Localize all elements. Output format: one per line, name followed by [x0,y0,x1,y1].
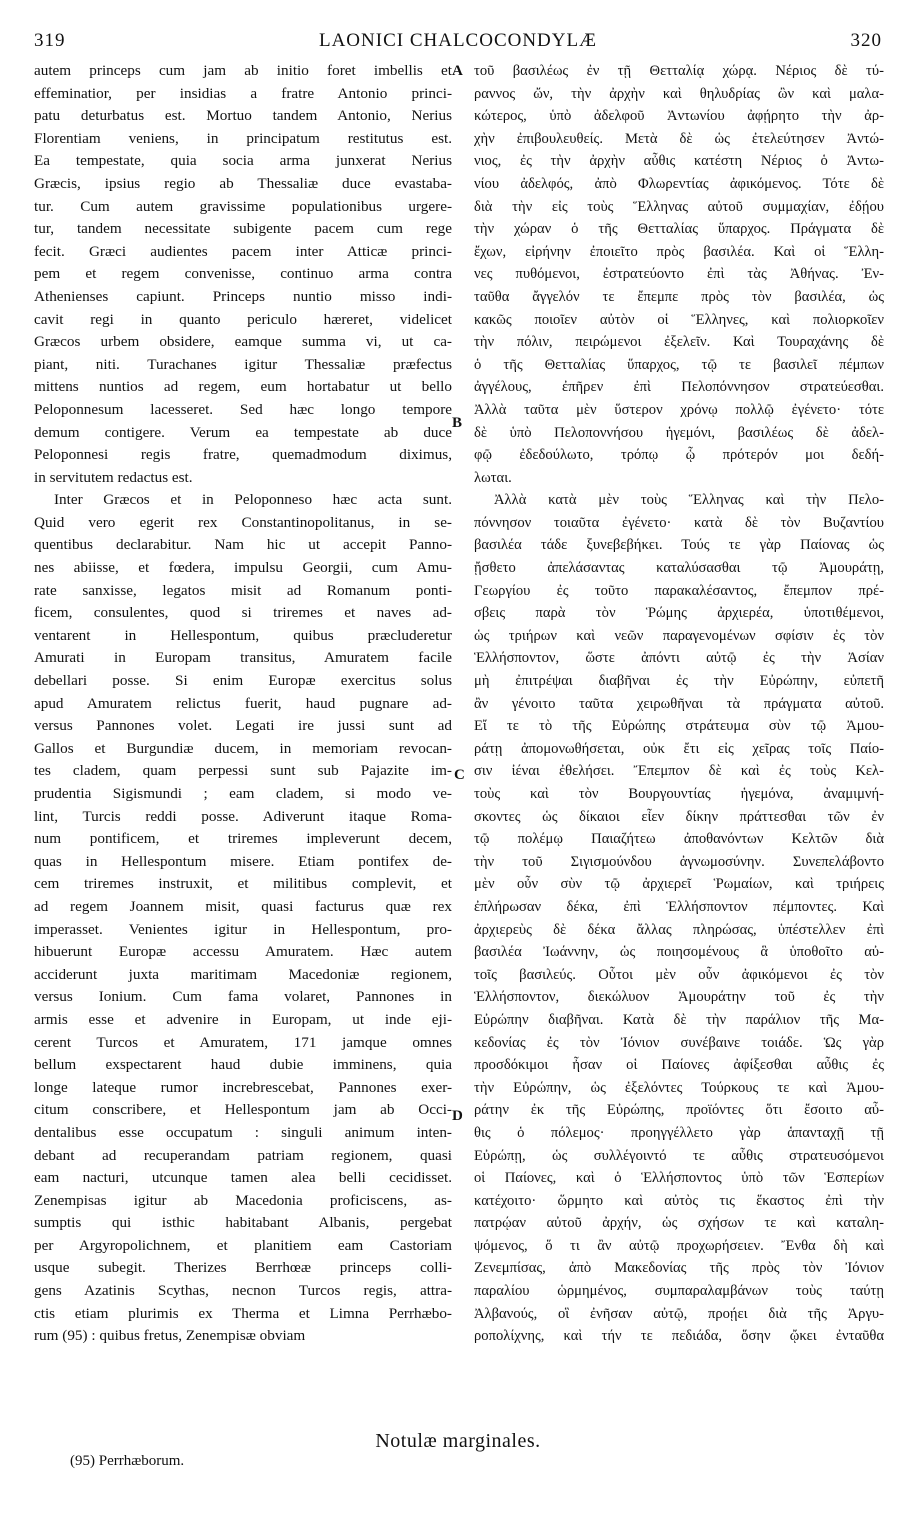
text-line: Florentiam veniens, in principatum restitutus est. [34,129,452,147]
text-line: μὴ ἐπιτρέψαι διαβῆναι ἐς τὴν Εὐρώπην, εὐπετῆ [474,673,884,690]
text-line: mittens nuntios ad regem, eum hortabatur ut bello [34,378,452,396]
text-line: sumptis qui isthic habitabant Albanis, pergebat [34,1214,452,1232]
text-line: κατέχοιτο· ὥρμητο καὶ αὐτὸς τις ἕκαστος ἐπὶ τὴν [474,1192,884,1209]
text-line: Ἀλβανούς, οἳ ἐνῆσαν αὐτῷ, προῄει διὰ τῆς Ἀργυ- [474,1305,884,1322]
section-marker-d: D [452,1108,463,1124]
text-line: nes abiisse, et fœdera, impulsu Georgii, cum Amu- [34,559,452,577]
text-line: bellum exspectarent haud dubie imminens, quia [34,1056,452,1074]
text-line: rum (95) : quibus fretus, Zenempisæ obviam [34,1327,306,1345]
text-line: Εὐρώπῃ, ὡς συλλέγοιντό τε αὖθις στρατευσόμενοι [474,1147,884,1164]
text-line: τὴν Εὐρώπην, ὡς ἐξελόντες Τούρκους τε καὶ Ἀμου- [474,1079,884,1096]
text-line: quentibus declarabitur. Nam hic ut accepit Panno- [34,536,452,554]
text-line: eam nacturi, utcunque tamen alea belli cecidisset. [34,1169,452,1187]
marginal-notes-title: Notulæ marginales. [375,1430,541,1452]
text-line: βασιλέα τάδε ξυνεβεβήκει. Τούς τε γὰρ Παίονας ὡς [474,537,884,554]
text-line: cerent Turcos et Amuratem, 171 jamque omnes [34,1033,452,1051]
text-line: τὴν χώραν ὁ τῆς Θετταλίας ὕπαρχος. Πράγματα δὲ [474,221,884,238]
text-line: demum contigere. Verum ea tempestate ab duce [34,423,452,441]
text-line: τοῖς βασιλεύς. Οὗτοι μὲν οὖν ἀφικόμενοι ἐς τὸν [474,966,884,983]
text-line: Græcis, ipsius regio ab Thessaliæ duce evastaba- [34,174,452,192]
text-line: τῷ πολέμῳ Παιαζήτεω ἀποθανόντων Κελτῶν διὰ [474,831,884,848]
text-line: τὴν πόλιν, πειρώμενοι ἐξελεῖν. Καὶ Τουραχάνης δὲ [474,334,884,351]
text-line: Εὐρώπην διαβῆναι. Κατὰ δὲ τὴν παράλιον τῆς Μα- [474,1011,884,1028]
text-line: ὁ τῆς Θετταλίας ὕπαρχος, τῷ τε βασιλεῖ πέμπων [474,356,884,373]
text-line: ράτην ἐκ τῆς Εὐρώπης, προϊόντες ὅτι ἔσοιτο αὖ- [474,1102,884,1119]
text-line: debellari posse. Si enim Europæ exercitus solus [34,672,452,690]
text-line: Athenienses capiunt. Princeps nuntio misso indi- [34,287,452,305]
text-line: versus Ionium. Cum fama volaret, Pannones in [34,988,452,1006]
text-line: ᾔσθετο ἀπελάσαντας καταλύσασθαι τῷ Ἀμουράτῃ, [474,560,884,577]
text-line: σιν ἰέναι ἐθελήσει. Ἔπεμπον δὲ καὶ ἐς τοὺς Κελ- [474,763,884,780]
text-line: gens Azatinis Scythas, necnon Turcos regis, attra- [34,1282,452,1300]
text-line: Ἀλλὰ ταῦτα μὲν ὕστερον χρόνῳ πολλῷ ἐγένετο· τότε [474,401,884,418]
text-line: ταῦθα ἄγγελόν τε ἔπεμπε πρὸς τὸν βασιλέα, ὡς [474,288,884,305]
text-line: autem princeps cum jam ab initio foret imbellis et [34,62,452,79]
text-line: ἀρχιερεὺς δὲ δέκα ἄλλας πληρώσας, ὑπέστελλεν ἐπὶ [474,921,884,938]
text-line: προσδόκιμοι ἦσαν οἱ Παίονες ἀφίξεσθαι αὖθις ἐς [474,1057,884,1074]
text-line: ροπολίχνης, καὶ τήν τε πεδιάδα, ὅσην ᾤκει ἐνταῦθα [474,1328,884,1345]
text-line: ψόμενος, ὅ τι ἂν αὐτῷ προχωρήσειεν. Ἔνθα δὴ καὶ [474,1237,884,1254]
text-line: dentalibus esse occupatum : singuli animum inten- [34,1123,452,1141]
text-line: prudentia Sigismundi ; eam cladem, si modo ve- [34,785,452,802]
text-line: παραλίου ὡρμημένος, συμπαραλαμβάνων τοὺς ταύτῃ [474,1283,884,1300]
text-line: ἀγγέλους, ἐπῆρεν ἐπὶ Πελοπόννησον στρατεύεσθαι. [474,379,884,396]
text-line: cavit regi in quanto periculo hæreret, videlicet [34,310,452,328]
text-line: num pontificem, et triremes impleverunt decem, [34,830,452,848]
text-line: ficem, consulentes, quod si triremes et naves ad- [34,604,452,622]
text-line: piant, niti. Turachanes igitur Thessaliæ præfectus [34,355,452,373]
text-line: longe lateque rumor increbrescebat, Pannones exer- [34,1078,452,1096]
text-line: δὲ ὑπὸ Πελοποννήσου ἡγεμόνι, βασιλέως δὲ ἀδελ- [474,424,884,441]
text-line: acciderunt juxta maritimam Macedoniæ regionem, [34,965,452,983]
text-line: θις ὁ πόλεμος· προηγγέλλετο γὰρ ἁπανταχῇ τῇ [474,1124,884,1141]
greek-column [474,60,884,1440]
text-line: ἔχων, εἰρήνην ἐποιεῖτο πρὸς βασιλέα. Καὶ οἱ Ἕλλη- [474,243,884,260]
section-marker-a: A [452,63,463,79]
text-line: ἂν γένοιτο ταῦτα χειρωθῆναι τὰ πράγματα αὐτοῦ. [474,695,884,712]
section-marker-c: C [454,767,465,783]
text-line: citum conscribere, et Hellespontum jam ab Occi- [34,1101,452,1119]
text-line: μὲν οὖν σὺν τῷ ἀρχιερεῖ Ῥωμαίων, καὶ τριήρεις [474,876,884,893]
text-line: tes cladem, quam perpessi sunt sub Pajazite im- [34,762,452,780]
text-line: νες πυθόμενοι, ἐστρατεύοντο ἐπὶ τὰς Ἀθήνας. Ἐν- [474,266,884,283]
text-line: tur. Cum autem gravissime populationibus urgere- [34,197,452,215]
text-line: ventarent in Hellespontum, quibus præcluderetur [34,626,452,644]
text-line: patu deturbatus est. Mortuo tandem Antonio, Nerius [34,107,452,125]
text-line: Peloponnesum lacesseret. Sed hæc longo tempore [34,400,452,418]
text-line: per Argyropolichnem, et planitiem eam Castoriam [34,1236,452,1254]
text-line: Peloponnesi regis fratre, quemadmodum diximus, [34,446,452,464]
text-line: Quid vero egerit rex Constantinopolitanus, in se- [34,513,452,531]
text-line: Gallos et Burgundiæ ducem, in memoriam revocan- [34,739,452,757]
text-line: quas in Hellespontum misere. Etiam pontifex de- [34,852,452,870]
text-line: σβεις παρὰ τὸν Ῥώμης ἀρχιερέα, ὑποτιθέμενοι, [474,605,884,622]
text-line: ραννος ὤν, τὴν ἀρχὴν καὶ θηλυδρίας ὢν καὶ μαλα- [474,85,884,102]
text-line: hibuerunt Europæ accessu Amuratem. Hæc autem [34,943,452,961]
footnote: (95) Perrhæborum. [70,1453,185,1469]
text-line: armis esse et advenire in Europam, ut inde eji- [34,1010,452,1028]
text-line: βασιλέα Ἰωάννην, ὡς ποιησομένους ἃ ὑποθοῖτο αὐ- [474,944,884,961]
text-line: τοῦ βασιλέως ἐν τῇ Θετταλίᾳ χώρᾳ. Νέριος δὲ τύ- [474,63,884,79]
text-line: Ea tempestate, quia socia arma junxerat Nerius [34,152,452,170]
text-line: φῷ ἐδεδούλωτο, τρόπῳ ᾧ πρότερόν μοι δεδή- [474,447,884,464]
text-line: σκοντες ὡς δίκαιοι εἶεν δίκην πράττεσθαι τῶν ἐν [474,808,884,825]
text-line: Zenempisas igitur ab Macedonia proficiscens, as- [34,1191,452,1209]
text-line: οἱ Παίονες, καὶ ὁ Ἑλλήσποντος ὑπὸ τῶν Ἑσπερίων [474,1170,884,1187]
text-line: λωται. [474,469,512,486]
text-line: imperasset. Venientes igitur in Hellespontum, pro- [34,920,452,938]
text-line: κακῶς ποιοῖεν αὐτὸν οἱ Ἕλληνες, καὶ πολιορκοῖεν [474,311,884,328]
text-line: fecit. Græci audientes pacem inter Atticæ princi- [34,242,452,260]
text-line: κώτερος, ὑπὸ ἀδελφοῦ Ἀντωνίου ἀφῄρητο τὴν ἀρ- [474,108,884,125]
text-line: cem triremes instruxit, et militibus complevit, et [34,875,452,893]
page-number-left: 319 [34,30,66,51]
text-line: versus Pannones volet. Legati ire jussi sunt ad [34,717,452,735]
text-line: ράτῃ ἀπομονωθήσεται, οὐκ ἔτι εἰς χεῖρας τοῖς Παίο- [474,740,884,757]
text-line: ἐπλήρωσαν δέκα, ἐπὶ Ἑλλήσποντον πέμποντες. Καὶ [474,898,884,915]
text-line: πόννησον τοιαῦτα ἐγένετο· κατὰ δὲ τὸν Βυζαντίου [474,514,884,531]
text-line: ὡς τριήρων καὶ νεῶν παραγενομένων σφίσιν ἐς τὸν [474,627,884,644]
text-line: Εἴ τε τὸ τῆς Εὐρώπης στράτευμα σὺν τῷ Ἀμου- [474,718,884,735]
section-marker-b: B [452,415,463,431]
text-line: νιος, ἐς τὴν ἀρχὴν αὖθις κατέστη Νέριος ὁ Ἀντω- [474,153,884,170]
text-line: Græcos urbem obsidere, eamque summa vi, ut ca- [34,333,452,351]
text-line: Amurati in Europam transitus, Amuratem facile [34,649,452,667]
text-line: Ἑλλήσποντον, διεκώλυον Ἀμουράτην τοῦ ἐς τὴν [474,989,884,1006]
text-line: Γεωργίου ἐς τοῦτο παρακαλέσαντος, ἔπεμπον πρέ- [474,582,884,599]
text-line: διὰ τὴν εἰς τοὺς Ἕλληνας αὐτοῦ συμμαχίαν, ἐδῄου [474,198,884,215]
page-number-right: 320 [850,30,882,51]
text-line: in servitutem redactus est. [34,468,193,486]
text-line: πατρῴαν αὐτοῦ ἀρχήν, ὡς σχήσων τε καὶ καταλη- [474,1215,884,1232]
text-line: τὴν τοῦ Σιγισμούνδου ἀγνωμοσύνην. Συνεπελάβοντο [474,853,884,870]
text-line: usque subegit. Therizes Berrhœæ princeps colli- [34,1259,452,1277]
text-line: ctis etiam plurimis ex Therma et Limna Perrhæbo- [34,1304,452,1322]
running-title: LAONICI CHALCOCONDYLÆ [318,30,598,51]
text-line: apud Amuratem relictus fuerit, haud pugnare ad- [34,694,452,712]
text-line: effeminatior, per insidias a fratre Antonio princi- [34,84,452,102]
text-line: Ἑλλήσποντον, ὥστε ἀπόντι αὐτῷ ἐς τὴν Ἀσίαν [474,650,884,667]
text-line: Ζενεμπίσας, ἀπὸ Μακεδονίας τῆς πρὸς τὸν Ἰόνιον [474,1260,884,1277]
text-line: κεδονίας ἐς τὸν Ἰόνιον συνέβαινε τοιάδε. Ὡς γὰρ [474,1034,884,1051]
text-line: ad regem Joannem misit, quasi facturus quæ rex [34,897,452,915]
text-line: νίου ἀδελφός, ἀπὸ Φλωρεντίας ἀφικόμενος. Τότε δὲ [474,175,884,192]
latin-column [34,60,452,1440]
text-line: Ἀλλὰ κατὰ μὲν τοὺς Ἕλληνας καὶ τὴν Πελο- [494,492,884,509]
text-line: tur, tandem necessitate subigente pacem cum rege [34,220,452,238]
text-line: τοὺς καὶ τὸν Βουργουντίας ἡγεμόνα, ἀναμιμνή- [474,786,884,802]
text-line: Inter Græcos et in Peloponneso hæc acta sunt. [54,491,452,509]
text-line: χὴν ἐπιβουλευθείς. Μετὰ δὲ ὡς ἐτελεύτησεν Ἀντώ- [474,130,884,147]
text-line: debant ad recuperandam patriam regionem, quasi [34,1146,452,1164]
text-line: pem et regem convenisse, continuo arma contra [34,265,452,283]
running-header [34,30,882,58]
text-line: rate sanxisse, legatos misit ad Romanum ponti- [34,581,452,599]
text-line: lint, Turcis reddi posse. Adiverunt itaque Roma- [34,807,452,825]
